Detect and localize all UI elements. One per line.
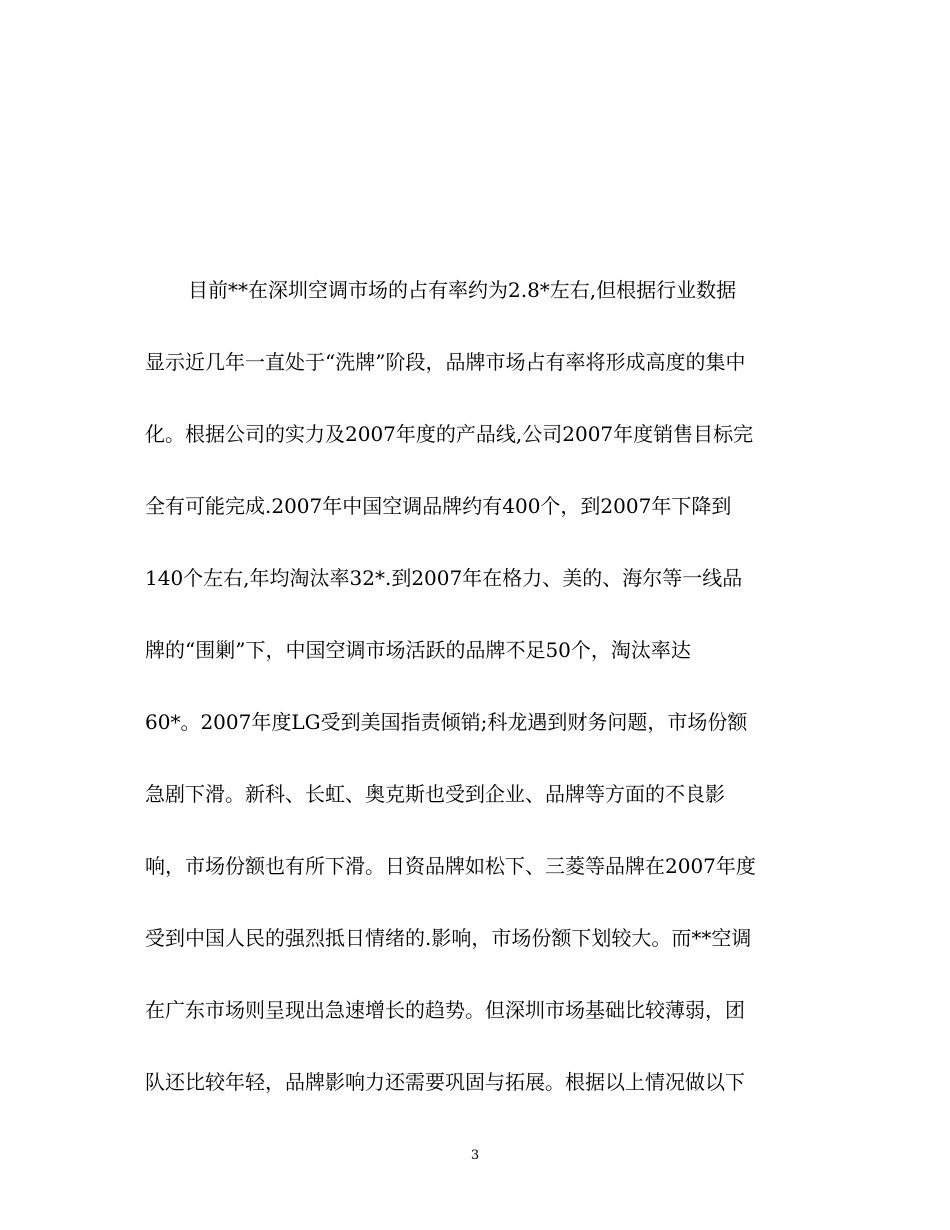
text-line: 140个左右,年均淘汰率32*.到2007年在格力、美的、海尔等一线品: [145, 566, 743, 590]
page-number: 3: [470, 1148, 480, 1163]
text-line: 目前**在深圳空调市场的占有率约为2.8*左右,但根据行业数据: [188, 278, 737, 302]
body-paragraph: [145, 272, 815, 1136]
text-line: 响，市场份额也有所下滑。日资品牌如松下、三菱等品牌在2007年度: [145, 854, 756, 878]
text-line: 在广东市场则呈现出急速增长的趋势。但深圳市场基础比较薄弱，团: [145, 998, 745, 1022]
text-line: 牌的“围剿”下，中国空调市场活跃的品牌不足50个，淘汰率达: [145, 638, 691, 662]
text-line: 队还比较年轻，品牌影响力还需要巩固与拓展。根据以上情况做以下: [145, 1070, 745, 1094]
text-line: 急剧下滑。新科、长虹、奥克斯也受到企业、品牌等方面的不良影: [145, 782, 725, 806]
text-line: 全有可能完成.2007年中国空调品牌约有400个，到2007年下降到: [145, 494, 732, 518]
text-line: 60*。2007年度LG受到美国指责倾销;科龙遇到财务问题，市场份额: [145, 710, 748, 734]
text-line: 受到中国人民的强烈抵日情绪的.影响，市场份额下划较大。而**空调: [145, 926, 752, 950]
text-line: 化。根据公司的实力及2007年度的产品线,公司2007年度销售目标完: [145, 422, 754, 446]
text-line: 显示近几年一直处于“洗牌”阶段，品牌市场占有率将形成高度的集中: [145, 350, 746, 374]
